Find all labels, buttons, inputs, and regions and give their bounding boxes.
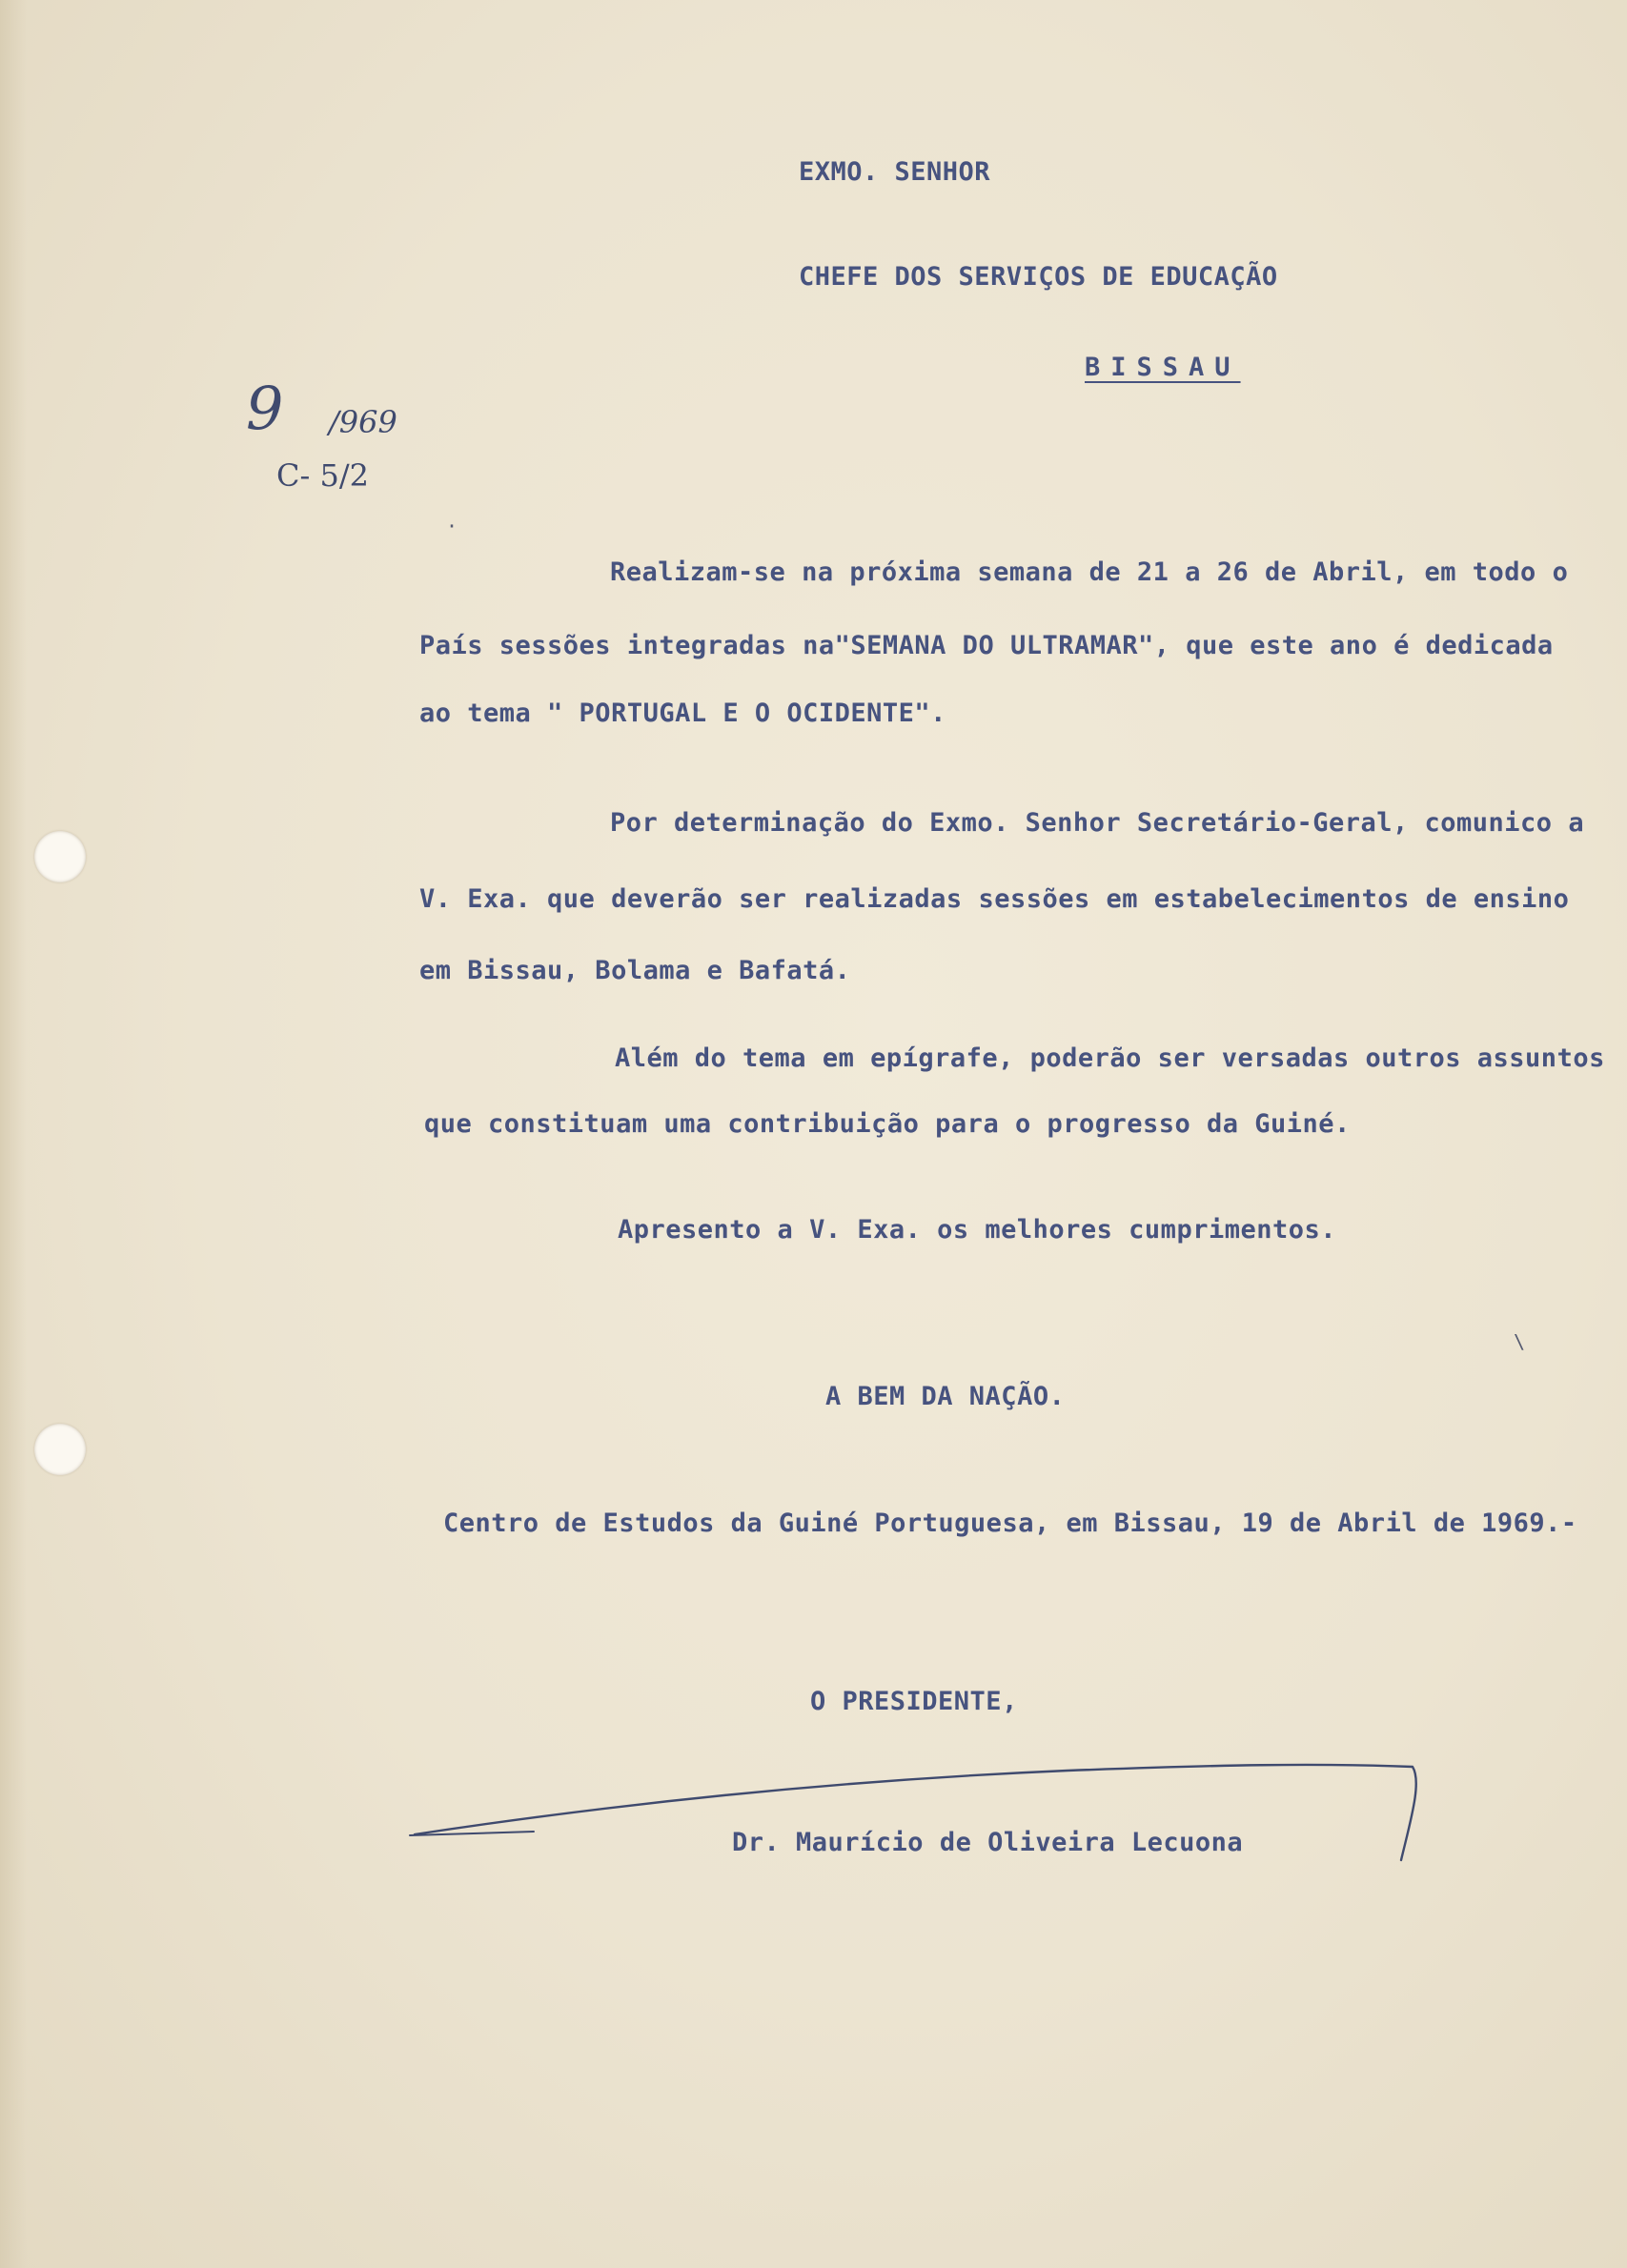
stray-mark: · (446, 515, 458, 537)
closing-motto: A BEM DA NAÇÃO. (825, 1382, 1066, 1411)
paragraph-1-line-3: ao tema " PORTUGAL E O OCIDENTE". (419, 699, 946, 728)
paragraph-1-line-2: País sessões integradas na"SEMANA DO ULTRAMAR", que este ano é dedicada (419, 631, 1554, 660)
pen-tick: \ (1514, 1330, 1526, 1353)
paragraph-2-line-3: em Bissau, Bolama e Bafatá. (419, 956, 851, 985)
reference-year: /969 (329, 404, 397, 440)
signature-stroke (400, 1744, 1430, 1877)
addressee-title: CHEFE DOS SERVIÇOS DE EDUCAÇÃO (799, 262, 1278, 292)
paragraph-2-line-2: V. Exa. que deverão ser realizadas sessões em estabelecimentos de ensino (419, 884, 1570, 914)
punch-hole-top (34, 831, 86, 882)
signatory-title: O PRESIDENTE, (810, 1687, 1018, 1716)
paragraph-1-line-1: Realizam-se na próxima semana de 21 a 26 de Abril, em todo o (610, 557, 1569, 587)
addressee-city: BISSAU (1085, 353, 1241, 382)
place-and-date: Centro de Estudos da Guiné Portuguesa, em Bissau, 19 de Abril de 1969.- (443, 1509, 1577, 1538)
signatory-name: Dr. Maurício de Oliveira Lecuona (732, 1828, 1244, 1857)
paragraph-3-line-2: que constituam uma contribuição para o progresso da Guiné. (424, 1109, 1351, 1139)
paper-edge-shadow (0, 0, 27, 2268)
reference-number: 9 (246, 374, 284, 443)
addressee-salutation: EXMO. SENHOR (799, 157, 991, 187)
closing-greeting: Apresento a V. Exa. os melhores cumprimentos. (618, 1215, 1336, 1245)
paragraph-3-line-1: Além do tema em epígrafe, poderão ser versadas outros assuntos (615, 1043, 1605, 1073)
punch-hole-bottom (34, 1424, 86, 1475)
reference-code: C- 5/2 (276, 457, 369, 494)
paragraph-2-line-1: Por determinação do Exmo. Senhor Secretário-Geral, comunico a (610, 808, 1585, 838)
